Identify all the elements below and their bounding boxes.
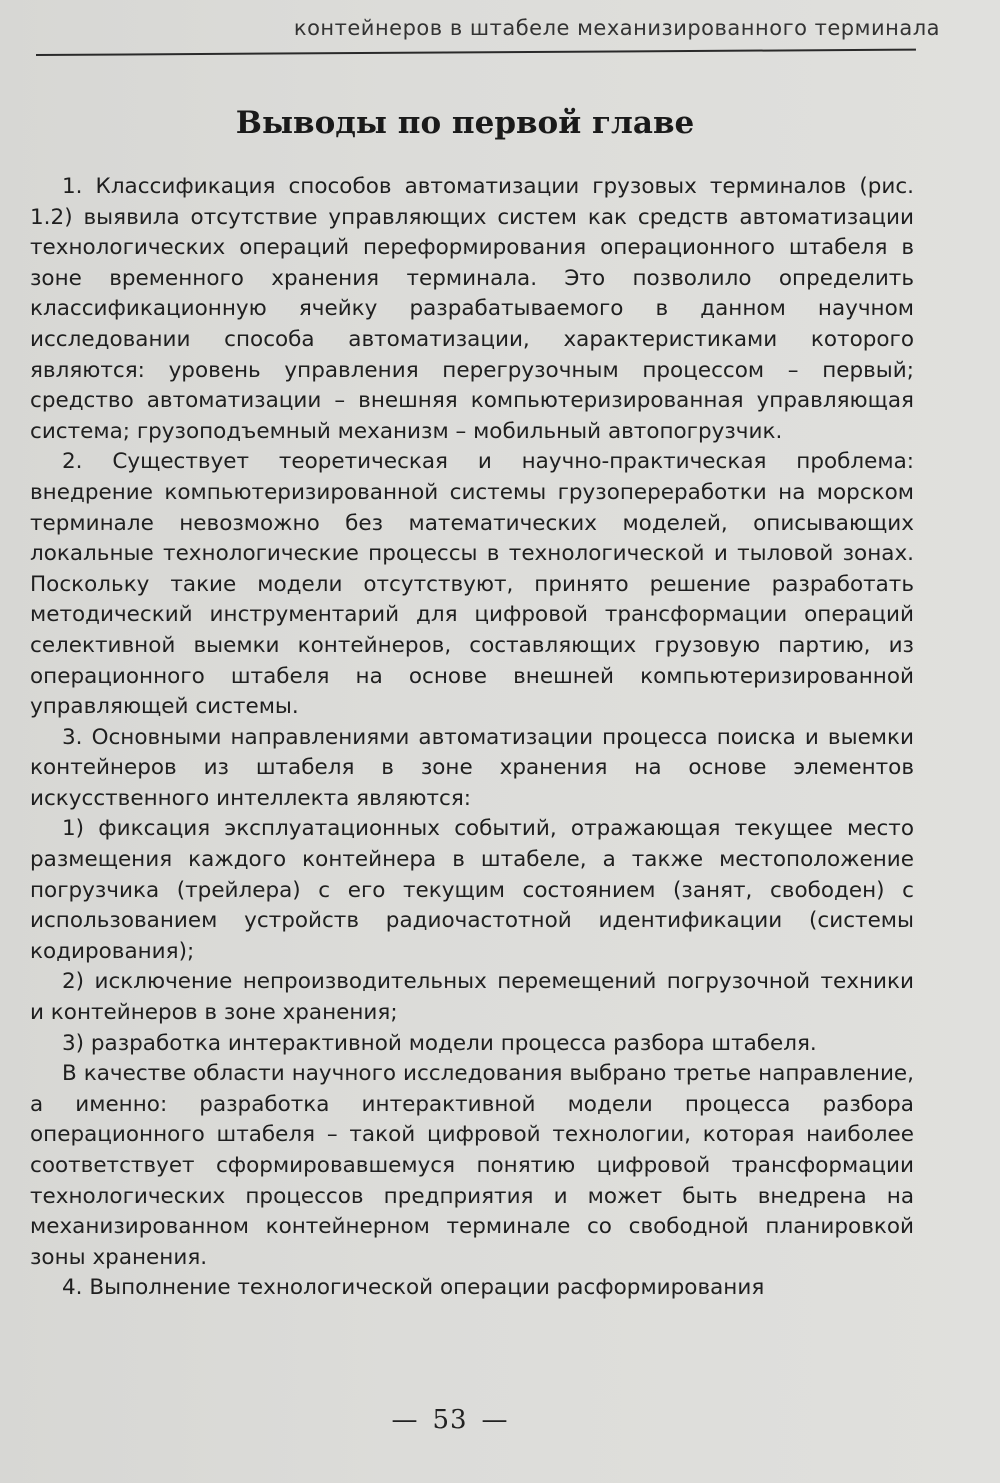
paragraph-conclusion-4: 4. Выполнение технологической операции расформирования bbox=[62, 1275, 765, 1301]
running-header: контейнеров в штабеле механизированного терминала bbox=[293, 16, 940, 40]
header-rule bbox=[36, 49, 916, 56]
page-number-value: 53 bbox=[432, 1405, 468, 1435]
body-text bbox=[30, 172, 914, 1304]
paragraph-list-item-2: 2) исключение непроизводительных перемещений погрузочной техники и контейнеров в зоне хранения; bbox=[30, 969, 914, 1026]
paragraph-list-item-1: 1) фиксация эксплуатационных событий, отражающая текущее место размещения каждого контейнера в штабеле, а также местоположение погрузчика (трейлера) с его текущим состоянием (занят, свободен) с использованием устройств радиочастотной идентификации (системы кодирования); bbox=[30, 816, 914, 964]
paragraph-research-area: В качестве области научного исследования выбрано третье направление, а именно: разработка интерактивной модели процесса разбора операционного штабеля – такой цифровой технологии, которая наиболее соответствует сформировавшемуся понятию цифровой трансформации технологических процессов предприятия и может быть внедрена на механизированном контейнерном терминале со свободной планировкой зоны хранения. bbox=[30, 1061, 914, 1270]
chapter-title: Выводы по первой главе bbox=[235, 105, 695, 141]
paragraph-conclusion-1: 1. Классификация способов автоматизации грузовых терминалов (рис. 1.2) выявила отсутствие управляющих систем как средств автоматизации технологических операций переформирования операционного штабеля в зоне временного хранения терминала. Это позволило определить классификационную ячейку разрабатываемого в данном научном исследовании способа автоматизации, характеристиками которого являются: уровень управления перегрузочным процессом – первый; средство автоматизации – внешняя компьютеризированная управляющая система; грузоподъемный механизм – мобильный автопогрузчик. bbox=[30, 174, 914, 444]
page-number-dash-right: — bbox=[481, 1405, 509, 1435]
paragraph-conclusion-3: 3. Основными направлениями автоматизации процесса поиска и выемки контейнеров из штабеля в зоне хранения на основе элементов искусственного интеллекта являются: bbox=[30, 724, 914, 811]
page-number bbox=[0, 1405, 900, 1435]
paragraph-list-item-3: 3) разработка интерактивной модели процесса разбора штабеля. bbox=[62, 1030, 817, 1056]
page-number-dash-left: — bbox=[391, 1405, 419, 1435]
paragraph-conclusion-2: 2. Существует теоретическая и научно-практическая проблема: внедрение компьютеризированной системы грузопереработки на морском терминале невозможно без математических моделей, описывающих локальные технологические процессы в технологической и тыловой зонах. Поскольку такие модели отсутствуют, принято решение разработать методический инструментарий для цифровой трансформации операций селективной выемки контейнеров, составляющих грузовую партию, из операционного штабеля на основе внешней компьютеризированной управляющей системы. bbox=[30, 449, 914, 720]
